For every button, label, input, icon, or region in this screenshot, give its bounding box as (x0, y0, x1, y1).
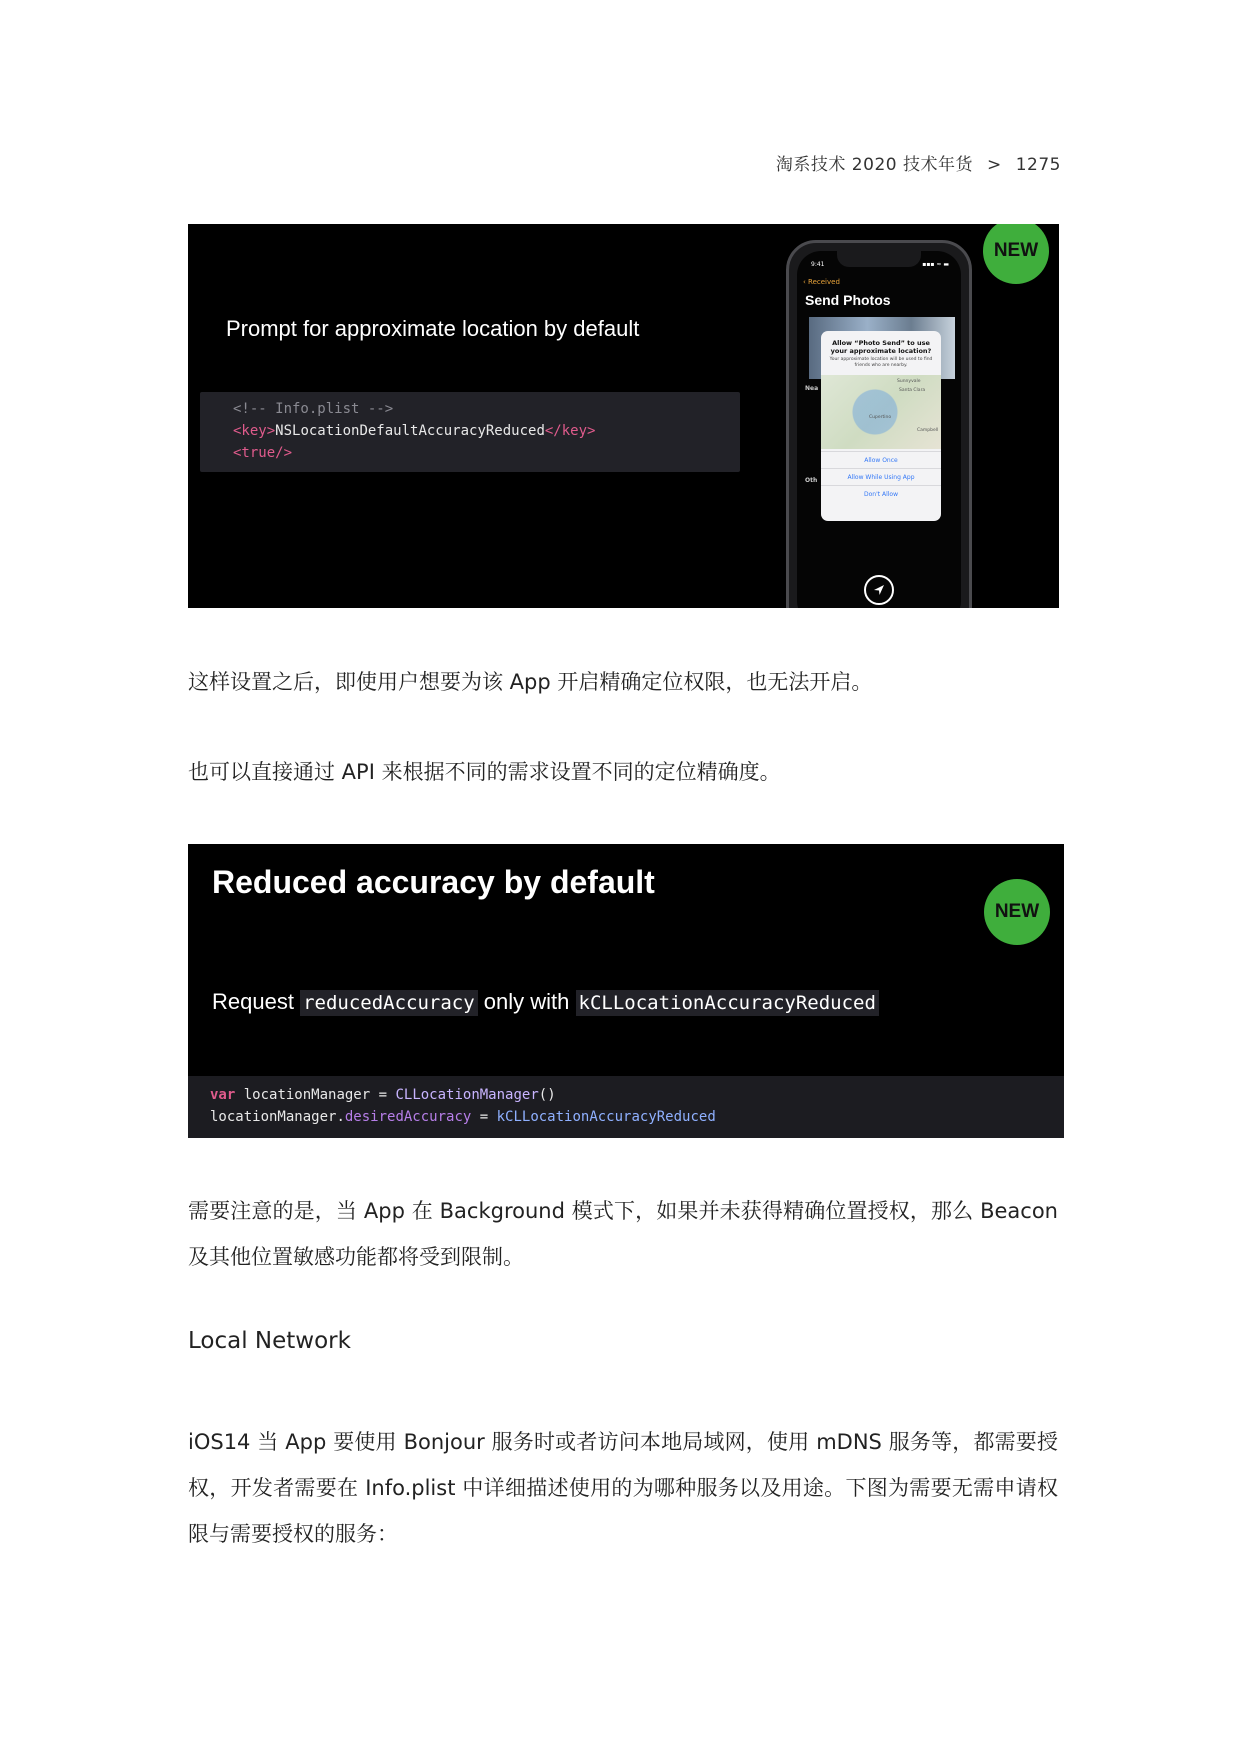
slide-subtitle (212, 989, 879, 1015)
code-dot: . (336, 1109, 345, 1125)
code-comment: <!-- Info.plist --> (233, 401, 394, 417)
code-identifier: locationManager (210, 1109, 337, 1125)
new-badge: NEW (984, 879, 1050, 945)
slide-approximate-location (188, 224, 1059, 608)
paragraph: 需要注意的是，当 App 在 Background 模式下，如果并未获得精确位置授权，那么 Beacon 及其他位置敏感功能都将受到限制。 (188, 1199, 1058, 1269)
code-property: desiredAccuracy (344, 1109, 472, 1125)
side-label-nearby: Nea (805, 385, 819, 392)
side-label-others: Oth (805, 477, 818, 484)
code-key-close: </key> (544, 423, 596, 439)
code-constant: kCLLocationAccuracyReduced (496, 1109, 716, 1125)
back-label: Received (808, 278, 840, 286)
alert-message: Your approximate location will be used to find friends who are nearby. (829, 357, 933, 368)
map-label: Santa Clara (899, 388, 926, 393)
map-label: Sunnyvale (897, 379, 921, 384)
code-key-open: <key> (233, 423, 276, 439)
approximate-location-map (821, 375, 941, 449)
back-link (803, 278, 840, 286)
phone-screen (797, 251, 961, 608)
sub-mid: only with (483, 989, 570, 1014)
code-operator: = (370, 1087, 396, 1103)
slide-title: Reduced accuracy by default (212, 864, 655, 900)
code-value: <true/> (233, 445, 293, 461)
alert-title: Allow “Photo Send” to use your approximate location? (830, 339, 932, 355)
paragraph: 也可以直接通过 API 来根据不同的需求设置不同的定位精确度。 (188, 760, 781, 784)
location-arrow-button[interactable] (864, 575, 894, 605)
allow-once-button[interactable]: Allow Once (821, 451, 941, 469)
code-parens: () (538, 1087, 556, 1103)
code-chip-reduced-accuracy: reducedAccuracy (300, 990, 478, 1016)
location-arrow-icon (872, 583, 886, 597)
phone-mockup (786, 240, 972, 608)
code-block-info-plist (200, 392, 740, 472)
code-keyword: var (210, 1087, 236, 1103)
chevron-left-icon: ‹ (803, 278, 806, 286)
paragraph: 这样设置之后，即使用户想要为该 App 开启精确定位权限，也无法开启。 (188, 670, 873, 694)
code-type: CLLocationManager (395, 1087, 539, 1103)
code-key-name: NSLocationDefaultAccuracyReduced (275, 423, 545, 439)
code-identifier: locationManager (243, 1087, 371, 1103)
location-permission-alert (821, 331, 941, 521)
page-number: 1275 (1015, 155, 1061, 175)
book-title: 淘系技术 2020 技术年货 (775, 155, 973, 175)
paragraph: iOS14 当 App 要使用 Bonjour 服务时或者访问本地局域网，使用 mDNS 服务等，都需要授权，开发者需要在 Info.plist 中详细描述使用的为哪种服务以及用途。下图为需要无需申请权限与需要授权的服务： (188, 1430, 1058, 1546)
slide-title: Prompt for approximate location by default (226, 316, 640, 341)
new-badge: NEW (983, 224, 1049, 284)
map-label: Cupertino (869, 415, 892, 420)
map-label: Campbell (917, 428, 939, 433)
header-separator: > (986, 155, 1002, 175)
status-time: 9:41 (811, 261, 825, 268)
section-heading: Local Network (188, 1328, 351, 1354)
status-icons: ▪▪▪ ≈ ▬ (922, 261, 949, 268)
code-operator: = (471, 1109, 497, 1125)
slide-reduced-accuracy (188, 844, 1064, 1138)
code-block-location-manager (188, 1076, 1064, 1138)
sub-prefix: Request (212, 989, 294, 1014)
code-chip-accuracy-constant: kCLLocationAccuracyReduced (576, 990, 879, 1016)
allow-while-using-button[interactable]: Allow While Using App (821, 468, 941, 486)
dont-allow-button[interactable]: Don't Allow (821, 485, 941, 503)
nav-title: Send Photos (805, 292, 891, 308)
phone-notch (837, 251, 921, 267)
page-header (776, 150, 1061, 175)
